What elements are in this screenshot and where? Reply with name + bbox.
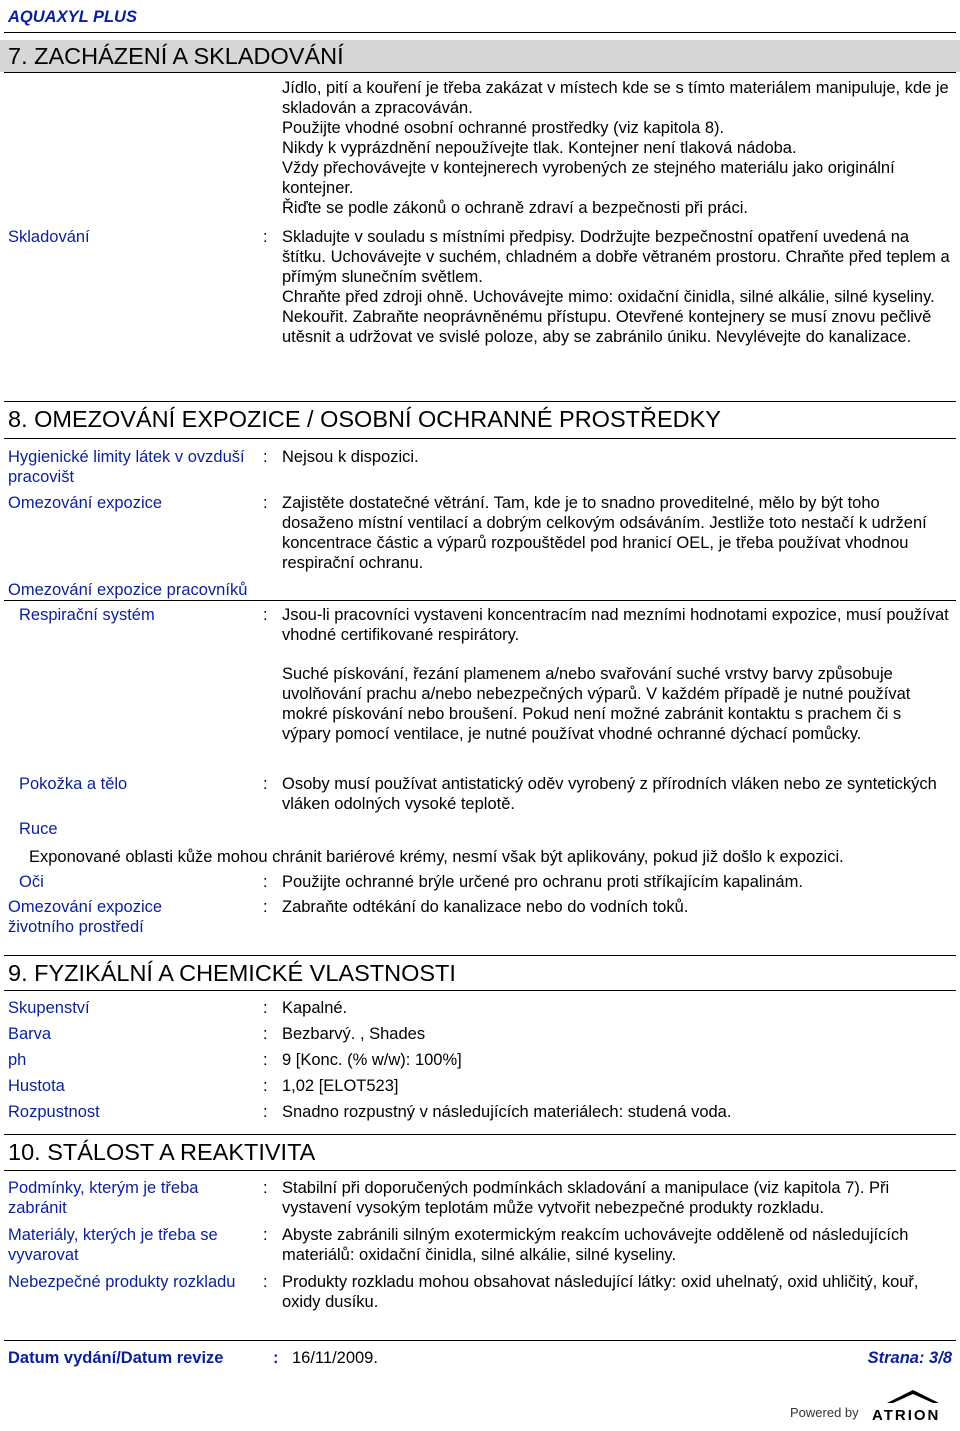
eyes-label: Oči bbox=[19, 873, 44, 891]
respiratory-value-1: Jsou-li pracovníci vystaveni koncentracím nad mezními hodnotami expozice, musí používat vhodné certifikované respirátory. bbox=[282, 606, 949, 644]
exposure-value: Zajistěte dostatečné větrání. Tam, kde je to snadno proveditelné, mělo by být toho dosaženo místní ventilací a dobrým celkovým odsáváním. Jestliže toto nestačí k udržení koncentrace částic a výparů rozpouštědel pod hranicí OEL, je třeba používat vhodnou respirační ochranu. bbox=[282, 494, 927, 572]
respiratory-value-2: Suché pískování, řezání plamenem a/nebo svařování suché vrstvy barvy způsobuje uvolňování prachu a/nebo nebezpečných výparů. V každém případě je nutné používat mokré pískování nebo broušení. Pokud není možné zabránit kontaktu s prachem či s výpary pomocí ventilace, je nutné používat vhodné ochranné dýchací pomůcky. bbox=[282, 665, 911, 743]
color-label: Barva bbox=[8, 1025, 52, 1043]
ph-value: 9 [Konc. (% w/w): 100%] bbox=[282, 1051, 462, 1069]
colon: : bbox=[263, 775, 268, 793]
section-8-heading: 8. OMEZOVÁNÍ EXPOZICE / OSOBNÍ OCHRANNÉ PROSTŘEDKY bbox=[8, 406, 721, 432]
solubility-label: Rozpustnost bbox=[8, 1103, 100, 1121]
colon: : bbox=[263, 228, 268, 246]
conditions-label: Podmínky, kterým je třeba zabránit bbox=[8, 1179, 199, 1217]
colon: : bbox=[263, 1051, 268, 1069]
materials-value: Abyste zabránili silným exotermickým reakcím uchovávejte odděleně od následujících materiálů: oxidační činidla, silné alkálie, silné kyseliny. bbox=[282, 1226, 909, 1264]
colon: : bbox=[263, 1226, 268, 1244]
colon: : bbox=[263, 1025, 268, 1043]
skin-value: Osoby musí používat antistatický oděv vyrobený z přírodních vláken nebo ze syntetických vláken odolných vysoké teplotě. bbox=[282, 775, 937, 813]
colon: : bbox=[263, 1273, 268, 1291]
colon: : bbox=[263, 494, 268, 512]
conditions-value: Stabilní při doporučených podmínkách skladování a manipulace (viz kapitola 7). Při vystavení vysokým teplotám může vytvořit nebezpečné produkty rozkladu. bbox=[282, 1179, 890, 1217]
footer-rule bbox=[4, 1340, 956, 1341]
storage-label: Skladování bbox=[8, 228, 90, 246]
logo-powered-text: Powered by bbox=[790, 1405, 859, 1420]
storage-text: Skladujte v souladu s místními předpisy. Dodržujte bezpečnostní opatření uvedená na štítku. Uchovávejte v suchém, chladném a dobře větraném prostoru. Chraňte před teplem a přímým slunečním světlem. Chraňte před zdroji ohně. Uchovávejte mimo: oxidační činidla, silné alkálie, silné kyseliny. Nekouřit. Zabraňte neoprávněnému přístupu. Otevřené kontejnery se musí znovu pečlivě utěsnit a udržovat ve svislé poloze, aby se zabránilo úniku. Nevylévejte do kanalizace. bbox=[282, 228, 950, 346]
document-title: AQUAXYL PLUS bbox=[8, 8, 137, 26]
page-number: Strana: 3/8 bbox=[867, 1349, 952, 1367]
state-value: Kapalné. bbox=[282, 999, 348, 1017]
worker-exposure-rule bbox=[4, 600, 956, 601]
issue-date-label: Datum vydání/Datum revize bbox=[8, 1349, 224, 1367]
section-10-rule bbox=[4, 1170, 956, 1171]
environment-label: Omezování expozice životního prostředí bbox=[8, 898, 163, 936]
density-value: 1,02 [ELOT523] bbox=[282, 1077, 399, 1095]
section-7-rule bbox=[4, 72, 956, 73]
respiratory-label: Respirační systém bbox=[19, 606, 155, 624]
colon: : bbox=[273, 1349, 279, 1367]
hands-value: Exponované oblasti kůže mohou chránit bariérové krémy, nesmí však být aplikovány, pokud již došlo k expozici. bbox=[29, 848, 844, 866]
skin-label: Pokožka a tělo bbox=[19, 775, 128, 793]
decomposition-value: Produkty rozkladu mohou obsahovat následující látky: oxid uhelnatý, oxid uhličitý, kouř, oxidy dusíku. bbox=[282, 1273, 919, 1311]
section-9-rule bbox=[4, 990, 956, 991]
section-10-heading: 10. STÁLOST A REAKTIVITA bbox=[8, 1139, 316, 1165]
colon: : bbox=[263, 999, 268, 1017]
eyes-value: Použijte ochranné brýle určené pro ochranu proti stříkajícím kapalinám. bbox=[282, 873, 803, 891]
density-label: Hustota bbox=[8, 1077, 65, 1095]
limits-label: Hygienické limity látek v ovzduší pracovišt bbox=[8, 448, 245, 486]
environment-value: Zabraňte odtékání do kanalizace nebo do vodních toků. bbox=[282, 898, 689, 916]
colon: : bbox=[263, 873, 268, 891]
section-10-rule-top bbox=[4, 1134, 956, 1135]
materials-label: Materiály, kterých je třeba se vyvarovat bbox=[8, 1226, 218, 1264]
color-value: Bezbarvý. , Shades bbox=[282, 1025, 426, 1043]
colon: : bbox=[263, 898, 268, 916]
atrion-logo bbox=[790, 1388, 950, 1428]
limits-value: Nejsou k dispozici. bbox=[282, 448, 419, 466]
section-8-rule-top bbox=[4, 401, 956, 402]
colon: : bbox=[263, 1103, 268, 1121]
handling-text: Jídlo, pití a kouření je třeba zakázat v místech kde se s tímto materiálem manipuluje, kde je skladován a zpracováván. Použijte vhodné osobní ochranné prostředky (viz kapitola 8). Nikdy k vyprázdnění nepoužívejte tlak. Kontejner není tlaková nádoba. Vždy přechovávejte v kontejnerech vyrobených ze stejného materiálu jako originální kontejner. Řiďte se podle zákonů o ochraně zdraví a bezpečnosti při práci. bbox=[282, 79, 949, 217]
issue-date-value: 16/11/2009. bbox=[292, 1349, 378, 1367]
decomposition-label: Nebezpečné produkty rozkladu bbox=[8, 1273, 236, 1291]
logo-swoosh-icon bbox=[885, 1388, 941, 1404]
hands-label: Ruce bbox=[19, 820, 58, 838]
section-9-heading: 9. FYZIKÁLNÍ A CHEMICKÉ VLASTNOSTI bbox=[8, 960, 456, 986]
section-8-rule bbox=[4, 438, 956, 439]
colon: : bbox=[263, 1077, 268, 1095]
ph-label: ph bbox=[8, 1051, 27, 1069]
colon: : bbox=[263, 448, 268, 466]
worker-exposure-heading: Omezování expozice pracovníků bbox=[8, 581, 248, 599]
section-7-heading: 7. ZACHÁZENÍ A SKLADOVÁNÍ bbox=[8, 43, 344, 69]
exposure-label: Omezování expozice bbox=[8, 494, 163, 512]
section-9-rule-top bbox=[4, 955, 956, 956]
solubility-value: Snadno rozpustný v následujících materiálech: studená voda. bbox=[282, 1103, 732, 1121]
colon: : bbox=[263, 1179, 268, 1197]
state-label: Skupenství bbox=[8, 999, 90, 1017]
colon: : bbox=[263, 606, 268, 624]
header-rule bbox=[4, 32, 956, 33]
logo-brand-text: ATRION bbox=[872, 1407, 941, 1424]
